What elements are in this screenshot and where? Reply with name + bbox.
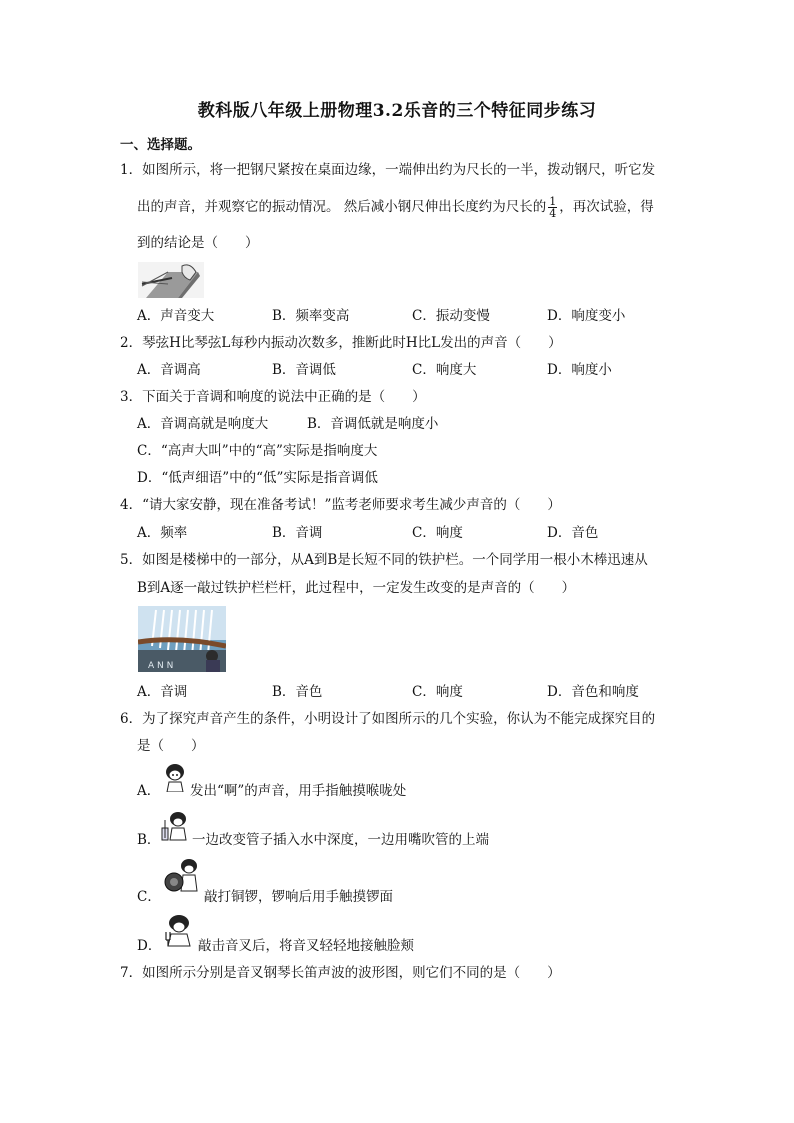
q3-option-a[interactable]: A．音调高就是响度大 [137,416,269,432]
q4-option-c[interactable]: C．响度 [412,525,463,541]
q1-option-a[interactable]: A．声音变大 [137,308,215,324]
q1-option-c[interactable]: C．振动变慢 [412,308,490,324]
q2-option-b[interactable]: B．音调低 [272,362,336,378]
child-singing-icon [162,762,188,792]
svg-text:A N N: A N N [148,661,174,671]
q5-line1: 5．如图是楼梯中的一部分，从A到B是长短不同的铁护栏。一个同学用一根小木棒迅速从 [120,552,648,568]
q1-line2 [137,196,654,219]
page-title: 教科版八年级上册物理3.2乐音的三个特征同步练习 [197,101,597,121]
q2-option-d[interactable]: D．响度小 [547,362,612,378]
q3-line1: 3．下面关于音调和响度的说法中正确的是（ ） [120,389,426,405]
child-gong-icon [162,858,202,896]
q1-line1: 1．如图所示，将一把钢尺紧按在桌面边缘，一端伸出约为尺长的一半，拨动钢尺，听它发 [120,162,656,178]
q3-option-c[interactable]: C．“高声大叫”中的“高”实际是指响度大 [137,443,378,459]
staircase-railing-photo [138,606,226,672]
q6-option-b-label[interactable]: B． [137,832,161,848]
q5-option-c[interactable]: C．响度 [412,684,463,700]
q2-line1: 2．琴弦H比琴弦L每秒内振动次数多，推断此时H比L发出的声音（ ） [120,335,562,351]
q1-option-d[interactable]: D．响度变小 [547,308,626,324]
q1-line2-text-b: ，再次试验，得 [559,199,654,215]
child-tuning-fork-icon [162,914,196,948]
section-heading: 一、选择题。 [120,137,201,153]
q5-line2: B到A逐一敲过铁护栏栏杆，此过程中，一定发生改变的是声音的（ ） [137,580,576,596]
q6-option-a-label[interactable]: A． [137,783,161,799]
q6-option-d-text[interactable]: 敲击音叉后，将音叉轻轻地接触脸颊 [198,938,414,954]
q6-option-b-text[interactable]: 一边改变管子插入水中深度，一边用嘴吹管的上端 [192,832,489,848]
q6-option-c-text[interactable]: 敲打铜锣，锣响后用手触摸锣面 [204,889,393,905]
q5-option-b[interactable]: B．音色 [272,684,323,700]
q4-option-b[interactable]: B．音调 [272,525,323,541]
q5-option-d[interactable]: D．音色和响度 [547,684,639,700]
q6-line2: 是（ ） [137,738,205,754]
child-blowing-tube-icon [160,810,190,842]
q6-line1: 6．为了探究声音产生的条件，小明设计了如图所示的几个实验，你认为不能完成探究目的 [120,711,656,727]
q2-option-c[interactable]: C．响度大 [412,362,477,378]
q5-option-a[interactable]: A．音调 [137,684,188,700]
fraction-one-quarter [548,196,557,219]
q4-option-a[interactable]: A．频率 [137,525,188,541]
q1-line3: 到的结论是（ ） [137,235,259,251]
q1-line2-text-a: 出的声音，并观察它的振动情况。 然后减小钢尺伸出长度约为尺长的 [137,199,547,215]
q6-option-a-text[interactable]: 发出“啊”的声音，用手指触摸喉咙处 [190,783,407,799]
q3-option-b[interactable]: B．音调低就是响度小 [307,416,439,432]
q4-option-d[interactable]: D．音色 [547,525,599,541]
fraction-denominator: 4 [549,207,557,220]
q7-line1: 7．如图所示分别是音叉钢琴长笛声波的波形图，则它们不同的是（ ） [120,965,561,981]
ruler-figure [138,262,204,298]
q6-option-c-label[interactable]: C． [137,889,161,905]
q6-option-d-label[interactable]: D． [137,938,162,954]
q2-option-a[interactable]: A．音调高 [137,362,201,378]
q4-line1: 4．“请大家安静，现在准备考试！”监考老师要求考生减少声音的（ ） [120,497,561,513]
q1-option-b[interactable]: B．频率变高 [272,308,350,324]
fraction-numerator: 1 [549,195,557,208]
q3-option-d[interactable]: D．“低声细语”中的“低”实际是指音调低 [137,470,378,486]
